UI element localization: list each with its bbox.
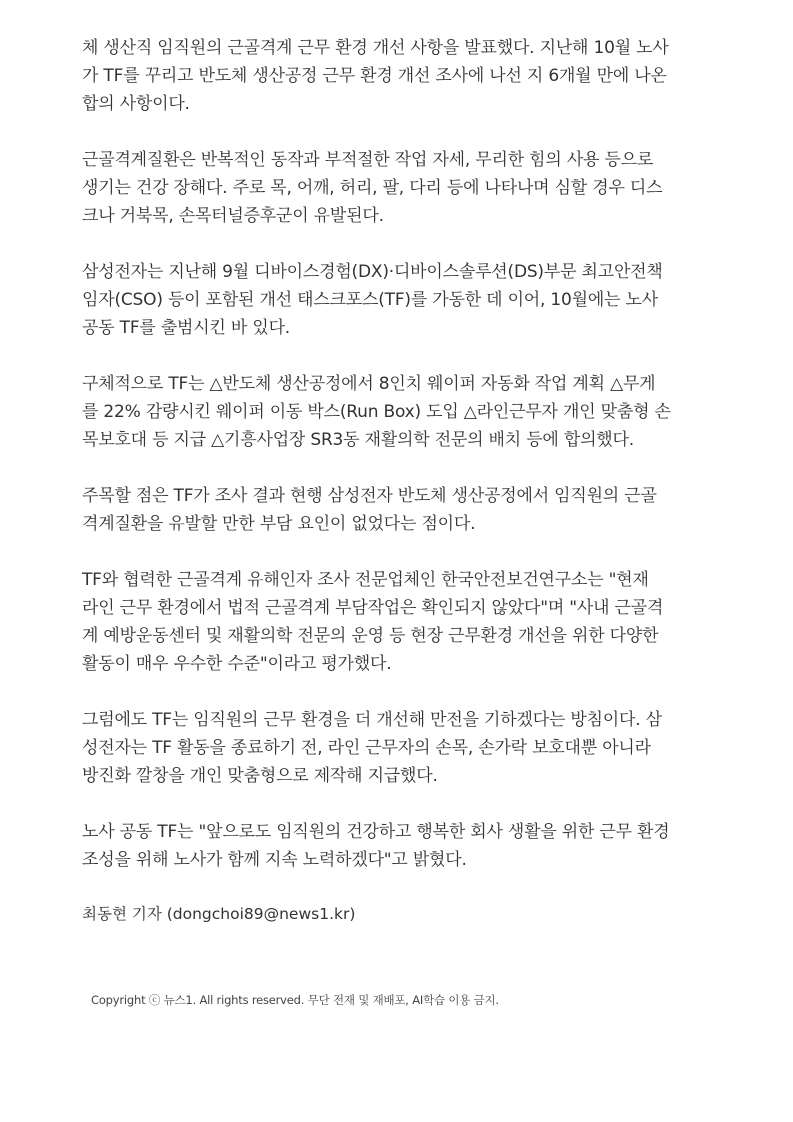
article-paragraph: 그럼에도 TF는 임직원의 근무 환경을 더 개선해 만전을 기하겠다는 방침이다. 삼 성전자는 TF 활동을 종료하기 전, 라인 근무자의 손목, 손가락 보호대뿐 아니라 방진화 깔창을 개인 맞춤형으로 제작해 지급했다. xyxy=(82,710,662,786)
article-paragraph: TF와 협력한 근골격계 유해인자 조사 전문업체인 한국안전보건연구소는 "현재 라인 근무 환경에서 법적 근골격계 부담작업은 확인되지 않았다"며 "사내 근골격 계 예방운동센터 및 재활의학 전문의 운영 등 현장 근무환경 개선을 위한 다양한 활동이 매우 우수한 수준"이라고 평가했다. xyxy=(82,570,664,674)
article-paragraph: 구체적으로 TF는 △반도체 생산공정에서 8인치 웨이퍼 자동화 작업 계획 △무게 를 22% 감량시킨 웨이퍼 이동 박스(Run Box) 도입 △라인근무자 개인 맞춤형 손 목보호대 등 지급 △기흥사업장 SR3동 재활의학 전문의 배치 등에 합의했다. xyxy=(82,374,671,450)
article-paragraph: 체 생산직 임직원의 근골격계 근무 환경 개선 사항을 발표했다. 지난해 10월 노사 가 TF를 꾸리고 반도체 생산공정 근무 환경 개선 조사에 나선 지 6개월 만에 나온 합의 사항이다. xyxy=(82,38,669,114)
article-paragraph: 주목할 점은 TF가 조사 결과 현행 삼성전자 반도체 생산공정에서 임직원의 근골 격계질환을 유발할 만한 부담 요인이 없었다는 점이다. xyxy=(82,486,657,534)
article-paragraph: 노사 공동 TF는 "앞으로도 임직원의 건강하고 행복한 회사 생활을 위한 근무 환경 조성을 위해 노사가 함께 지속 노력하겠다"고 밝혔다. xyxy=(82,822,670,870)
copyright-notice: Copyright ⓒ 뉴스1. All rights reserved. 무단 전재 및 재배포, AI학습 이용 금지. xyxy=(91,993,499,1007)
reporter-byline: 최동현 기자 (dongchoi89@news1.kr) xyxy=(82,905,356,923)
article-body xyxy=(82,34,722,926)
article-paragraph: 근골격계질환은 반복적인 동작과 부적절한 작업 자세, 무리한 힘의 사용 등으로 생기는 건강 장해다. 주로 목, 어깨, 허리, 팔, 다리 등에 나타나며 심할 경우 디스 크나 거북목, 손목터널증후군이 유발된다. xyxy=(82,150,663,226)
article-paragraph: 삼성전자는 지난해 9월 디바이스경험(DX)·디바이스솔루션(DS)부문 최고안전책 임자(CSO) 등이 포함된 개선 태스크포스(TF)를 가동한 데 이어, 10월에는 노사 공동 TF를 출범시킨 바 있다. xyxy=(82,262,663,338)
